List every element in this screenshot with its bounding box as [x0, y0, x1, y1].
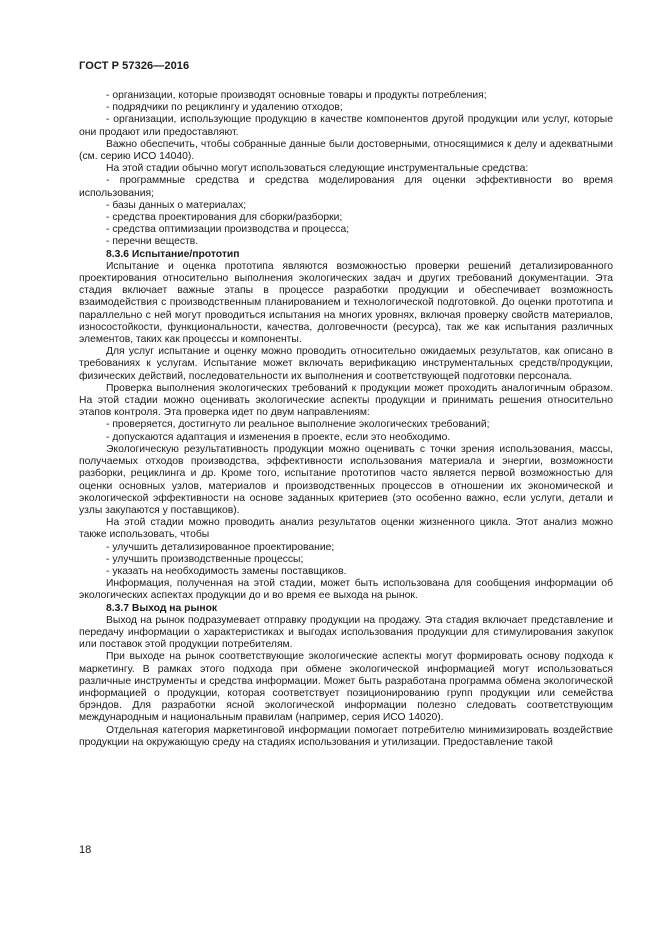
paragraph: Отдельная категория маркетинговой информации помогает потребителю минимизировать воздействие продукции на окружающую среду на стадиях использования и утилизации. Предоставление такой	[79, 724, 613, 748]
section-heading: 8.3.7 Выход на рынок	[106, 602, 218, 614]
paragraph: - проверяется, достигнуто ли реальное выполнение экологических требований;	[106, 419, 490, 431]
paragraph: Испытание и оценка прототипа являются возможностью проверки решений детализированного проектирования относительно выполнения экологических задач и других требований документации. Эта стадия включает важные этапы в процессе разработки продукции и обеспечивает возможность взаимодействия с производственным планированием и технологической подготовкой. До оценки прототипа и параллельно с ней могут проводиться испытания на многих уровнях, включая проверку свойств материалов, износостойкости, функциональности, качества, долговечности (ресурса), так же как испытания различных элементов, таких как процессы и компоненты.	[79, 260, 613, 346]
document-code-header: ГОСТ Р 57326—2016	[79, 60, 190, 72]
paragraph: - организации, которые производят основные товары и продукты потребления;	[106, 90, 487, 101]
paragraph: - перечни веществ.	[106, 236, 199, 248]
paragraph: - допускаются адаптация и изменения в проекте, если это необходимо.	[106, 431, 451, 443]
page-number: 18	[79, 844, 92, 856]
paragraph: При выходе на рынок соответствующие экологические аспекты могут формировать основу подхода к маркетингу. В рамках этого подхода при обмене экологической информацией могут использоваться различные инструменты и средства информации. Может быть разработана программа обмена экологической информацией о продукции, которая соответствует позиционированию групп продукции или семейства брэндов. Для разработки ясной экологической информации полезно следовать соответствующим международным и национальным правилам (например, серия ИСО 14020).	[79, 651, 613, 724]
paragraph: - средства проектирования для сборки/разборки;	[106, 212, 343, 224]
paragraph: Проверка выполнения экологических требований к продукции может проходить аналогичным образом. На этой стадии можно оценивать экологические аспекты продукции и принимать решения относительно этапов контроля. Эта проверка идет по двум направлениям:	[79, 382, 613, 419]
document-body	[79, 90, 613, 749]
paragraph: Для услуг испытание и оценку можно проводить относительно ожидаемых результатов, как описано в требованиях к услугам. Испытание может включать верификацию инструментальных средств/продукции, физических действий, последовательности их выполнения и соответствующей подготовки персонала.	[79, 346, 613, 382]
paragraph: - подрядчики по рециклингу и удалению отходов;	[106, 102, 343, 114]
paragraph: На этой стадии можно проводить анализ результатов оценки жизненного цикла. Этот анализ можно также использовать, чтобы	[79, 517, 613, 541]
paragraph: - базы данных о материалах;	[106, 199, 247, 211]
paragraph: Информация, полученная на этой стадии, может быть использована для сообщения информации об экологических аспектах продукции до и во время ее выхода на рынок.	[79, 578, 613, 602]
paragraph: - организации, использующие продукцию в качестве компонентов другой продукции или услуг, которые они продают или предоставляют.	[79, 114, 613, 138]
section-heading: 8.3.6 Испытание/прототип	[106, 248, 240, 260]
paragraph: Экологическую результативность продукции можно оценивать с точки зрения использования, массы, получаемых отходов производства, эффективности использования материала и энергии, возможности разборки, рециклинга и др. Кроме того, испытание прототипов часто является первой возможностью для оценки основных узлов, материалов и производственных процессов в отношении их экономической и экологической эффективности на основе заданных критериев (это особенно важно, если услуги, детали и узлы закупаются у поставщиков).	[79, 443, 613, 516]
paragraph: - указать на необходимость замены поставщиков.	[106, 565, 347, 577]
paragraph: - средства оптимизации производства и процесса;	[106, 224, 350, 236]
paragraph: - улучшить детализированное проектирование;	[106, 541, 335, 553]
paragraph: - улучшить производственные процессы;	[106, 553, 304, 565]
paragraph: На этой стадии обычно могут использоваться следующие инструментальные средства:	[106, 163, 529, 175]
paragraph: - программные средства и средства моделирования для оценки эффективности во время использования;	[79, 175, 613, 199]
paragraph: Выход на рынок подразумевает отправку продукции на продажу. Эта стадия включает представление и передачу информации о характеристиках и выгодах использования продукции для стимулирования закупок или поставок этой продукции потребителям.	[79, 614, 613, 651]
paragraph: Важно обеспечить, чтобы собранные данные были достоверными, относящимися к делу и адекватными (см. серию ИСО 14040).	[79, 138, 613, 163]
